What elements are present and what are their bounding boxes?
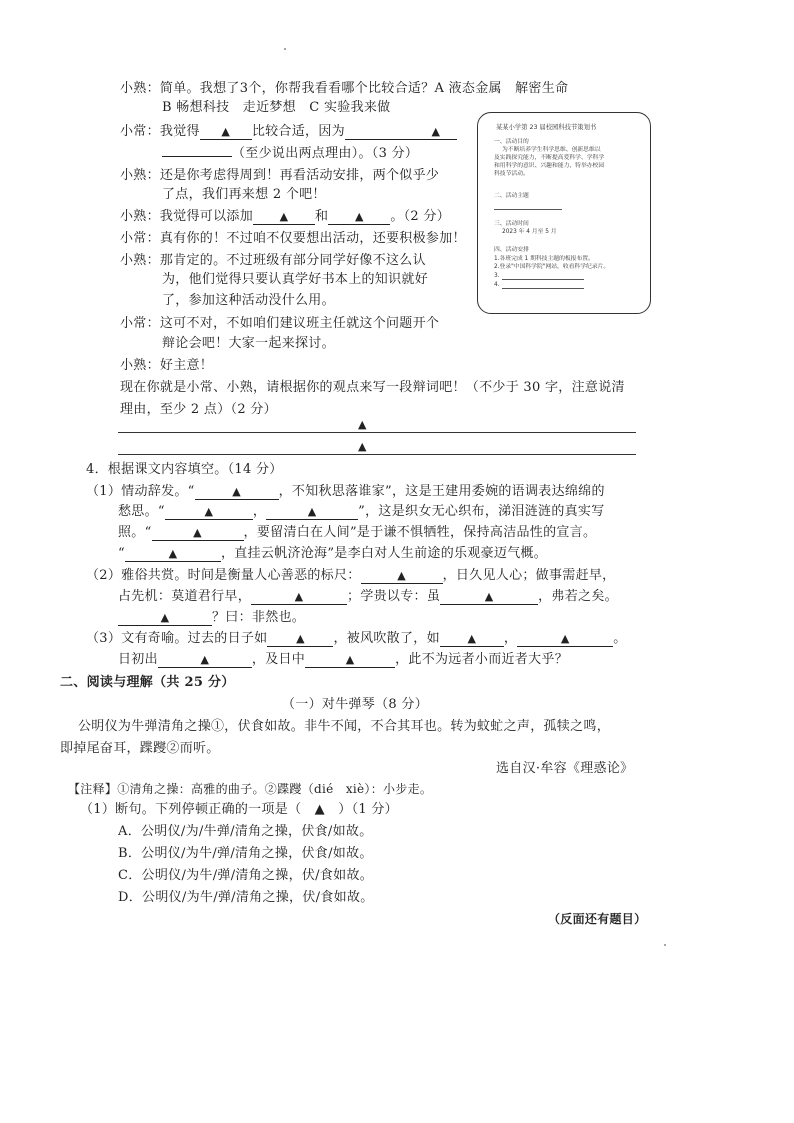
q4-text: “ <box>118 546 125 561</box>
q4-text: 日初出 <box>118 652 158 667</box>
option-b[interactable]: B．公明仪/为牛/弹/清角之操，伏食/如故。 <box>118 846 373 861</box>
triangle-marker: ▲ <box>560 632 570 645</box>
q4-3-line-2 <box>118 651 568 668</box>
triangle-marker: ▲ <box>221 125 231 138</box>
passage-title: （一）对牛弹琴（8 分） <box>282 697 429 712</box>
q4-text: ，此不为远者小而近者大乎？ <box>395 652 569 667</box>
plan-text: 科技节活动。 <box>494 171 529 177</box>
answer-blank[interactable] <box>165 504 253 520</box>
q4-text: ， <box>252 504 267 519</box>
q4-text: （1）情动辞发。“ <box>86 484 195 499</box>
dialogue-text: （至少说出两点理由）。（3 分） <box>232 146 419 161</box>
dialogue-line-12: 小常：这可不对，不如咱们建议班主任就这个问题开个 <box>120 316 440 331</box>
triangle-marker: ▲ <box>397 569 406 582</box>
dialogue-line-11: 了，参加这种活动没什么用。 <box>162 293 335 308</box>
q4-text: ”，这是织女无心织布，涕泪涟涟的真实写 <box>358 504 605 519</box>
q4-text: ，要留清白在人间”是于谦不惧牺牲，保持高洁品性的宣言。 <box>243 525 597 540</box>
triangle-marker: ▲ <box>168 547 178 560</box>
plan-text: 2023 年 4 月至 5 月 <box>502 229 557 235</box>
dialogue-text: 和 <box>315 209 329 224</box>
scan-speck <box>284 48 286 50</box>
dialogue-line-16: 理由，至少 2 点）（2 分） <box>120 402 277 417</box>
q4-2-line-3 <box>118 609 305 626</box>
q4-3-line-1 <box>86 630 627 647</box>
q4-text: ， <box>503 631 518 646</box>
q4-1-line-4 <box>118 545 547 562</box>
answer-blank[interactable] <box>267 631 333 647</box>
passage-line-1: 公明仪为牛弹清角之操①，伏食如故。非牛不闻，不合其耳也。转为蚊虻之声，孤犊之鸣， <box>78 719 611 734</box>
plan-section-3: 三、活动时间 <box>494 221 529 227</box>
triangle-marker: ▲ <box>358 440 367 453</box>
answer-blank[interactable] <box>345 124 457 140</box>
dialogue-line-15: 现在你就是小常、小熟，请根据你的观点来写一段辩词吧！（不少于 30 字，注意说清 <box>120 380 625 395</box>
q4-text: ，日久见人心；做事需赶早， <box>442 568 616 583</box>
q4-text: 照。“ <box>118 525 152 540</box>
triangle-marker: ▲ <box>345 653 355 666</box>
q4-2-line-1 <box>86 567 615 584</box>
q4-text: ，不知秋思落谁家”，这是王建用委婉的语调表达绵绵的 <box>278 484 605 499</box>
answer-blank[interactable] <box>158 652 252 668</box>
triangle-marker: ▲ <box>294 590 304 603</box>
answer-blank[interactable] <box>162 156 232 157</box>
dialogue-line-3 <box>120 123 457 140</box>
dialogue-line-4 <box>162 145 418 162</box>
q4-text: 愁思。“ <box>118 504 165 519</box>
activity-plan-box <box>477 112 651 314</box>
answer-blank[interactable] <box>440 589 538 605</box>
dialogue-line-7 <box>120 208 450 225</box>
dialogue-line-14: 小熟：好主意！ <box>120 358 214 373</box>
answer-blank[interactable] <box>251 589 347 605</box>
triangle-marker: ▲ <box>160 611 170 624</box>
q4-text: ，直挂云帆济沧海”是李白对人生前途的乐观豪迈气概。 <box>220 546 548 561</box>
answer-blank[interactable] <box>118 610 212 626</box>
q4-text: 。 <box>613 631 627 646</box>
q4-1-line-3 <box>118 524 596 541</box>
answer-blank[interactable] <box>361 568 443 584</box>
triangle-marker: ▲ <box>200 653 210 666</box>
q4-1-line-1 <box>86 483 605 500</box>
q4-text: （2）雅俗共赏。时间是衡量人心善恶的标尺： <box>86 568 361 583</box>
q1-stem: （1）断句。下列停顿正确的一项是（ ▲ ）（1 分） <box>80 802 398 817</box>
triangle-marker: ▲ <box>296 632 305 645</box>
q4-heading: 4．根据课文内容填空。（14 分） <box>86 462 283 477</box>
plan-text: 1.各班完成 1 期科技主题的板报布置。 <box>494 256 594 262</box>
triangle-marker: ▲ <box>204 505 214 518</box>
answer-blank[interactable] <box>195 484 279 500</box>
plan-text: 和用科学的意识、兴趣和能力，特举办校园 <box>494 163 605 169</box>
dialogue-text: 小常：我觉得 <box>120 124 200 139</box>
dialogue-line-6: 了点，我们再来想 2 个吧！ <box>162 187 326 202</box>
passage-line-2: 即掉尾奋耳，蹀躞②而听。 <box>60 741 220 756</box>
answer-blank[interactable] <box>152 525 244 541</box>
dialogue-text: 小熟：我觉得可以添加 <box>120 209 254 224</box>
triangle-marker: ▲ <box>354 210 364 223</box>
answer-blank[interactable] <box>440 631 504 647</box>
triangle-marker: ▲ <box>193 526 202 539</box>
plan-text: 4. <box>494 282 500 288</box>
dialogue-line-13: 辩论会吧！大家一起来探讨。 <box>162 336 335 351</box>
passage-source: 选自汉·牟容《理惑论》 <box>496 761 634 776</box>
q4-2-line-2 <box>118 588 618 605</box>
plan-section-2: 二、活动主题 <box>494 193 529 199</box>
page-footer: （反面还有题目） <box>548 912 647 926</box>
dialogue-line-1: 小熟：简单。我想了3个，你帮我看看哪个比较合适？A 液态金属 解密生命 <box>120 81 569 96</box>
q4-text: ；学贵以专：虽 <box>347 589 441 604</box>
q4-1-line-2 <box>118 503 605 520</box>
answer-blank[interactable] <box>253 209 315 225</box>
triangle-marker: ▲ <box>307 505 317 518</box>
dialogue-line-2: B 畅想科技 走近梦想 C 实验我来做 <box>162 100 391 115</box>
dialogue-line-8: 小常：真有你的！不过咱不仅要想出活动，还要积极参加！ <box>120 231 466 246</box>
plan-blank-line <box>494 209 562 210</box>
q4-text: ，弗若之矣。 <box>538 589 618 604</box>
answer-blank[interactable] <box>200 124 252 140</box>
answer-blank[interactable] <box>328 209 390 225</box>
q4-text: ？曰：非然也。 <box>212 610 306 625</box>
plan-section-4: 四、活动安排 <box>494 247 529 253</box>
answer-line[interactable] <box>118 432 636 433</box>
plan-blank-line <box>502 288 584 289</box>
plan-text: 2.登录"中国科学院"网站，收看科学纪录片。 <box>494 264 610 270</box>
q4-text: ，及日中 <box>251 652 306 667</box>
option-a[interactable]: A．公明仪/为/牛弹/清角之操，伏食/如故。 <box>118 824 373 839</box>
q4-text: 占先机：莫道君行早， <box>118 589 252 604</box>
dialogue-line-5: 小熟：还是你考虑得周到！再看活动安排，两个似乎少 <box>120 168 440 183</box>
dialogue-line-10: 为，他们觉得只要认真学好书本上的知识就好 <box>162 272 429 287</box>
passage-note: 【注释】①清角之操：高雅的曲子。②蹀躞（dié xiè）：小步走。 <box>68 782 433 796</box>
answer-blank[interactable] <box>305 652 395 668</box>
triangle-marker: ▲ <box>358 418 367 431</box>
plan-blank-line <box>502 279 584 280</box>
triangle-marker: ▲ <box>232 485 241 498</box>
plan-text: 及实践探究能力，不断提高爱科学、学科学 <box>494 155 605 161</box>
answer-blank[interactable] <box>517 631 613 647</box>
plan-text: 3. <box>494 273 500 279</box>
answer-blank[interactable] <box>266 504 358 520</box>
plan-section-1: 一、活动目的 <box>494 139 529 145</box>
plan-title: 某某小学第 23 届校园科技节策划书 <box>496 124 597 131</box>
triangle-marker: ▲ <box>467 632 477 645</box>
dialogue-text: 比较合适，因为 <box>251 124 345 139</box>
option-d[interactable]: D．公明仪/为牛/弹/清角之操，伏/食如故。 <box>118 890 374 905</box>
scan-speck <box>664 944 666 946</box>
answer-blank[interactable] <box>125 546 221 562</box>
option-c[interactable]: C．公明仪/为牛/弹/清角之操，伏/食如故。 <box>118 868 374 883</box>
dialogue-text: 。（2 分） <box>390 209 451 224</box>
answer-line[interactable] <box>118 454 636 455</box>
dialogue-line-9: 小熟：那肯定的。不过班级有部分同学好像不这么认 <box>120 253 426 268</box>
section-2-title: 二、阅读与理解（共 25 分） <box>60 675 235 690</box>
plan-text: 为不断培养学生科学思维、创新思维以 <box>502 147 601 153</box>
triangle-marker: ▲ <box>431 125 441 138</box>
triangle-marker: ▲ <box>484 590 494 603</box>
q4-text: ，被风吹散了，如 <box>333 631 440 646</box>
q4-text: （3）文有奇喻。过去的日子如 <box>86 631 268 646</box>
triangle-marker: ▲ <box>279 210 289 223</box>
